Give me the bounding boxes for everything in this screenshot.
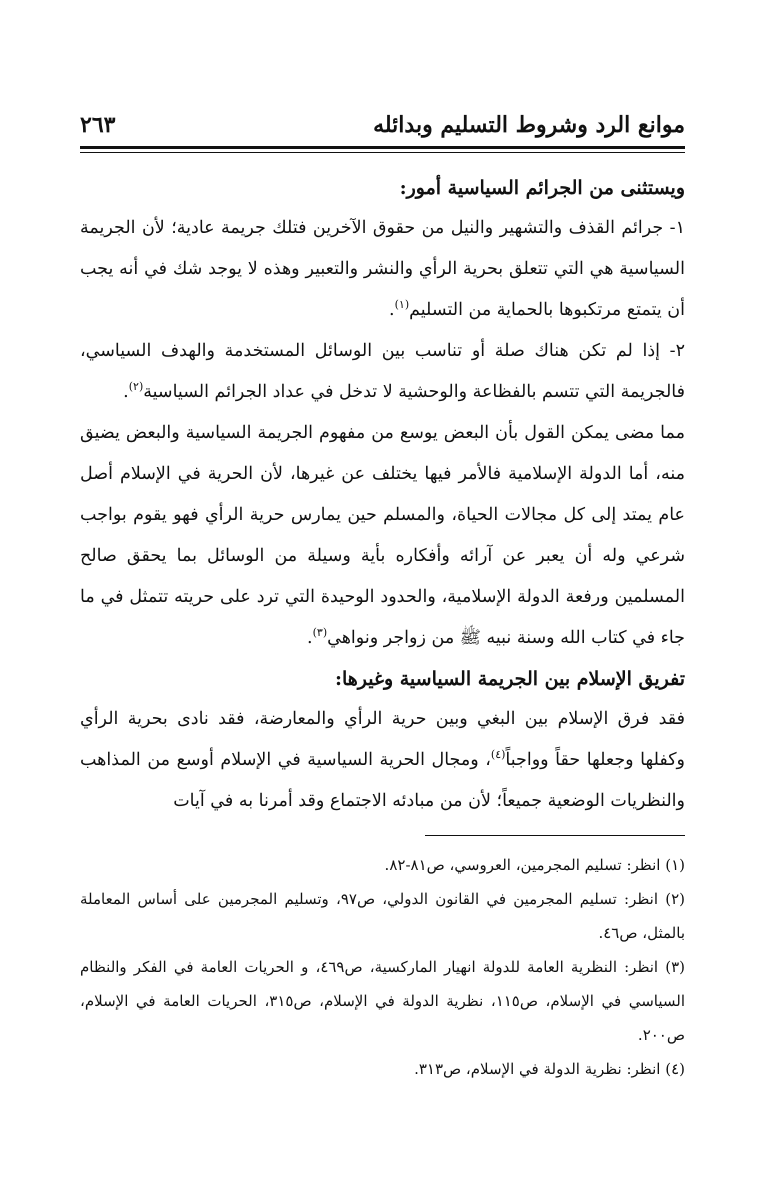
list-item-1-text: ١- جرائم القذف والتشهير والنيل من حقوق الآخرين فتلك جريمة عادية؛ لأن الجريمة السياسية هي التي تتعلق بحرية الرأي والنشر والتعبير وهذه لا يوجد شك في أنه يجب أن يتمتع مرتكبوها بالحماية من التسليم xyxy=(80,218,685,320)
paragraph-political-crime xyxy=(80,413,685,659)
page-header xyxy=(80,108,685,148)
footnote-separator xyxy=(425,835,685,836)
footnote-ref-1[interactable]: (١) xyxy=(394,298,410,312)
paragraph-distinction xyxy=(80,699,685,822)
section-heading-exceptions: ويستثنى من الجرائم السياسية أمور: xyxy=(399,177,685,199)
footnote-3: (٣) انظر: النظرية العامة للدولة انهيار الماركسية، ص٤٦٩، و الحريات العامة في الفكر والنظام السياسي في الإسلام، ص١١٥، نظرية الدولة في الإسلام، ص٣١٥، الحريات العامة في الإسلام، ص٢٠٠. xyxy=(80,958,686,1044)
footnote-4: (٤) انظر: نظرية الدولة في الإسلام، ص٣١٣. xyxy=(414,1060,685,1078)
list-item-1 xyxy=(80,208,685,331)
footnotes xyxy=(80,848,685,1086)
list-item-2-text: ٢- إذا لم تكن هناك صلة أو تناسب بين الوسائل المستخدمة والهدف السياسي، فالجريمة التي تتسم بالفظاعة والوحشية لا تدخل في عداد الجرائم السياسية xyxy=(80,341,685,402)
running-title: موانع الرد وشروط التسليم وبدائله xyxy=(373,112,685,138)
main-text xyxy=(80,168,685,822)
paragraph-political-crime-end: . xyxy=(307,628,313,648)
footnote-ref-4[interactable]: (٤) xyxy=(490,748,506,762)
page-number: ٢٦٣ xyxy=(80,112,116,138)
paragraph-distinction-text-b: ، ومجال الحرية السياسية في الإسلام أوسع من المذاهب والنظريات الوضعية جميعاً؛ لأن من مبادئه الاجتماع وقد أمرنا به في آيات xyxy=(80,750,685,811)
list-item-1-end: . xyxy=(389,300,395,320)
list-item-2 xyxy=(80,331,685,413)
list-item-2-end: . xyxy=(123,382,129,402)
footnote-ref-2[interactable]: (٢) xyxy=(128,380,144,394)
paragraph-political-crime-text: مما مضى يمكن القول بأن البعض يوسع من مفهوم الجريمة السياسية والبعض يضيق منه، أما الدولة الإسلامية فالأمر فيها يختلف عن غيرها، لأن الحرية في الإسلام أصل عام يمتد إلى كل مجالات الحياة، والمسلم حين يمارس حرية الرأي فهو يقوم بواجب شرعي وله أن يعبر عن آرائه وأفكاره بأية وسيلة من الوسائل بما يحقق صالح المسلمين ورفعة الدولة الإسلامية، والحدود الوحيدة التي ترد على حريته تتمثل في ما جاء في كتاب الله وسنة نبيه ﷺ من زواجر ونواهي xyxy=(80,423,685,648)
header-rule-thin xyxy=(80,152,685,153)
section-heading-distinction: تفريق الإسلام بين الجريمة السياسية وغيرها: xyxy=(334,668,685,690)
footnote-1: (١) انظر: تسليم المجرمين، العروسي، ص٨١-٨٢. xyxy=(384,856,685,874)
header-rule-thick xyxy=(80,146,685,149)
footnote-2: (٢) انظر: تسليم المجرمين في القانون الدولي، ص٩٧، وتسليم المجرمين على أساس المعاملة بالمثل، ص٤٦. xyxy=(80,890,685,942)
paragraph-distinction-text-a: فقد فرق الإسلام بين البغي وبين حرية الرأي والمعارضة، فقد نادى بحرية الرأي وكفلها وجعلها حقاً وواجباً xyxy=(80,709,685,770)
footnote-ref-3[interactable]: (٣) xyxy=(312,626,328,640)
